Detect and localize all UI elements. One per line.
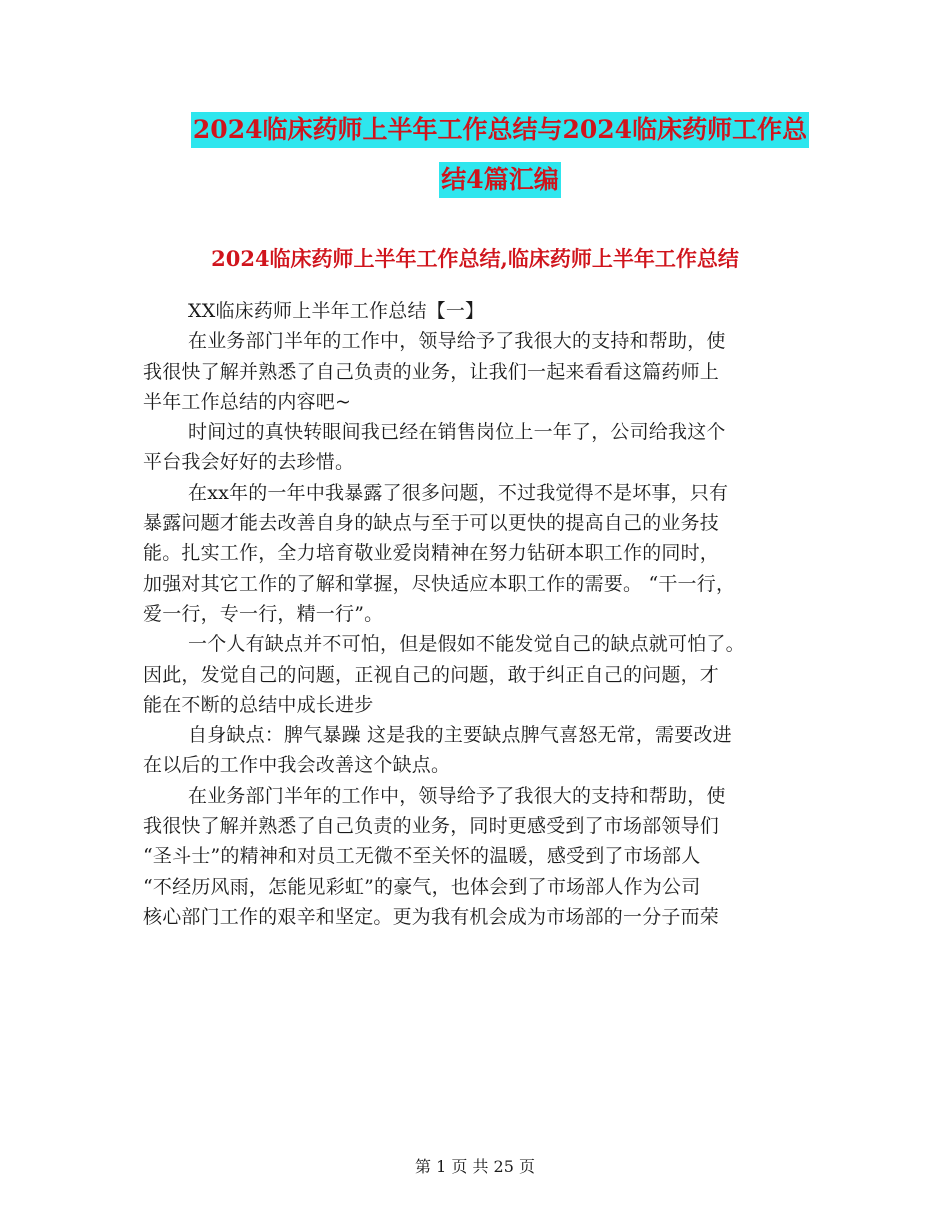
body-text [143,296,813,932]
text-line: 加强对其它工作的了解和掌握，尽快适应本职工作的需要。 “干一行， [143,572,736,595]
text-line: 因此，发觉自己的问题，正视自己的问题，敢于纠正自己的问题，才 [143,663,720,686]
text-line: 在业务部门半年的工作中，领导给予了我很大的支持和帮助，使 [188,784,726,807]
text-line: 时间过的真快转眼间我已经在销售岗位上一年了，公司给我这个 [188,421,726,444]
text-line: 在业务部门半年的工作中，领导给予了我很大的支持和帮助，使 [188,330,726,353]
text-line: “圣斗士”的精神和对员工无微不至关怀的温暖，感受到了市场部人 [143,845,701,868]
title-line: 2024临床药师上半年工作总结与2024临床药师工作总 [191,112,809,148]
text-line: 在以后的工作中我会改善这个缺点。 [143,754,451,777]
text-line: 爱一行，专一行，精一行”。 [143,602,384,625]
text-line: 一个人有缺点并不可怕，但是假如不能发觉自己的缺点就可怕了。 [188,633,745,656]
text-line: “不经历风雨，怎能见彩虹”的豪气，也体会到了市场部人作为公司 [143,875,701,898]
text-line: 能在不断的总结中成长进步 [143,693,374,716]
text-line: 我很快了解并熟悉了自己负责的业务，让我们一起来看看这篇药师上 [143,360,720,383]
text-line: 在xx年的一年中我暴露了很多问题，不过我觉得不是坏事，只有 [188,481,729,504]
text-line: 能。扎实工作，全力培育敬业爱岗精神在努力钻研本职工作的同时， [143,542,720,565]
text-line: 我很快了解并熟悉了自己负责的业务，同时更感受到了市场部领导们 [143,815,720,838]
title-line: 结4篇汇编 [439,162,560,198]
text-line: 暴露问题才能去改善自身的缺点与至于可以更快的提高自己的业务技 [143,512,720,535]
text-line: 核心部门工作的艰辛和坚定。更为我有机会成为市场部的一分子而荣 [143,905,720,928]
section-heading: 2024临床药师上半年工作总结,临床药师上半年工作总结 [211,246,739,271]
text-line: 平台我会好好的去珍惜。 [143,451,355,474]
text-line: XX临床药师上半年工作总结【一】 [188,300,485,322]
page-footer: 第 1 页 共 25 页 [415,1157,535,1176]
text-line: 自身缺点：脾气暴躁 这是我的主要缺点脾气喜怒无常，需要改进 [188,724,732,747]
text-line: 半年工作总结的内容吧~ [143,390,352,413]
document-title [120,112,880,212]
